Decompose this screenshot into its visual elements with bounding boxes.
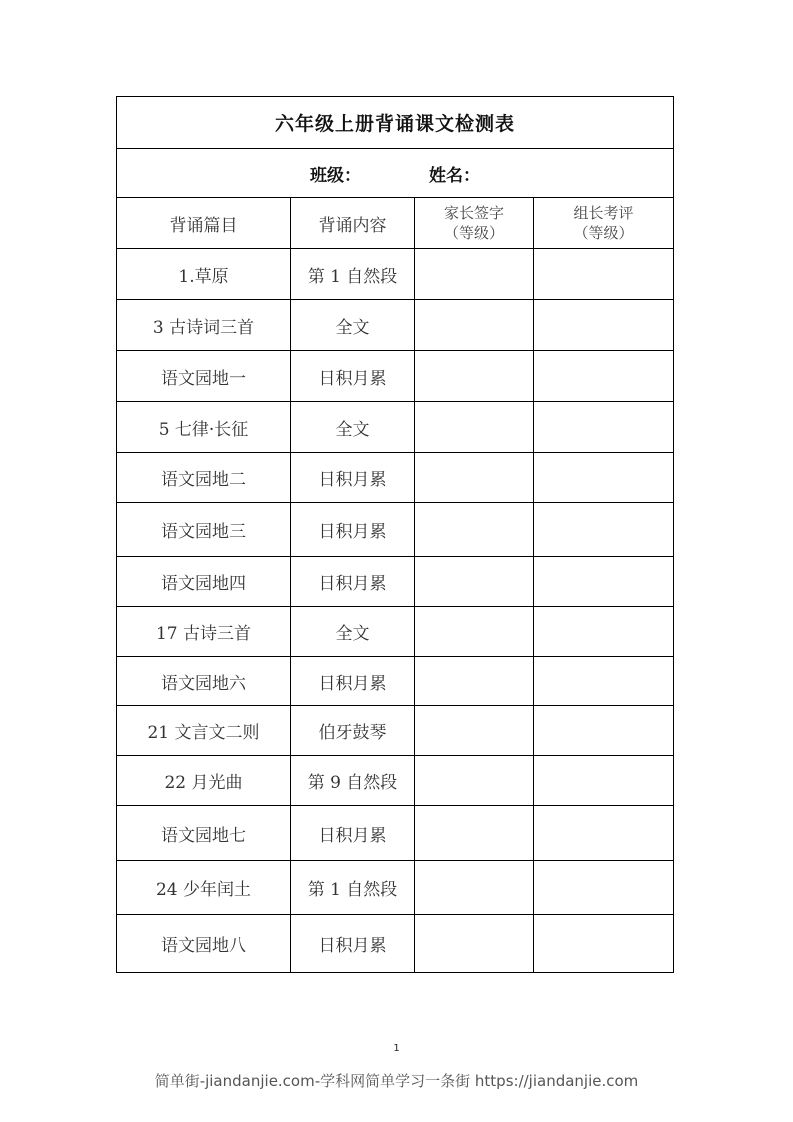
- leader-eval-cell[interactable]: [534, 402, 674, 453]
- header-parent-sign: [415, 198, 534, 249]
- recitation-check-table: [116, 96, 674, 973]
- row-content: 日积月累: [291, 351, 415, 402]
- row-content: 全文: [291, 607, 415, 657]
- row-title: 22 月光曲: [117, 756, 291, 806]
- table-row: [117, 806, 674, 861]
- parent-sign-cell[interactable]: [415, 607, 534, 657]
- table-row: [117, 706, 674, 756]
- leader-eval-cell[interactable]: [534, 657, 674, 706]
- row-content: 日积月累: [291, 503, 415, 557]
- parent-sign-cell[interactable]: [415, 806, 534, 861]
- parent-sign-cell[interactable]: [415, 861, 534, 915]
- header-leader-eval-line1: 组长考评: [573, 204, 634, 222]
- parent-sign-cell[interactable]: [415, 249, 534, 300]
- parent-sign-cell[interactable]: [415, 453, 534, 503]
- leader-eval-cell[interactable]: [534, 557, 674, 607]
- row-title: 1.草原: [117, 249, 291, 300]
- row-content: 日积月累: [291, 453, 415, 503]
- row-title: 3 古诗词三首: [117, 300, 291, 351]
- class-label: 班级：: [310, 165, 361, 186]
- row-title: 语文园地二: [117, 453, 291, 503]
- leader-eval-cell[interactable]: [534, 249, 674, 300]
- table-row: [117, 657, 674, 706]
- table-row: [117, 557, 674, 607]
- row-title: 语文园地七: [117, 806, 291, 861]
- parent-sign-cell[interactable]: [415, 402, 534, 453]
- row-content: 全文: [291, 402, 415, 453]
- row-content: 日积月累: [291, 915, 415, 973]
- row-content: 日积月累: [291, 657, 415, 706]
- row-content: 第 1 自然段: [291, 861, 415, 915]
- row-title: 21 文言文二则: [117, 706, 291, 756]
- table-row: [117, 756, 674, 806]
- row-title: 24 少年闰土: [117, 861, 291, 915]
- class-name-row: [117, 149, 674, 198]
- row-content: 第 1 自然段: [291, 249, 415, 300]
- footer-watermark: 简单街-jiandanjie.com-学科网简单学习一条街 https://jiandanjie.com: [154, 1072, 639, 1090]
- leader-eval-cell[interactable]: [534, 756, 674, 806]
- leader-eval-cell[interactable]: [534, 607, 674, 657]
- table-title: 六年级上册背诵课文检测表: [117, 97, 674, 149]
- row-content: 全文: [291, 300, 415, 351]
- table-row: [117, 402, 674, 453]
- table-row: [117, 861, 674, 915]
- page-number: 1: [393, 1043, 400, 1054]
- row-title: 5 七律·长征: [117, 402, 291, 453]
- header-parent-sign-line1: 家长签字: [443, 204, 504, 222]
- leader-eval-cell[interactable]: [534, 706, 674, 756]
- leader-eval-cell[interactable]: [534, 300, 674, 351]
- table-row: [117, 351, 674, 402]
- table-row: [117, 607, 674, 657]
- row-content: 日积月累: [291, 557, 415, 607]
- row-title: 语文园地八: [117, 915, 291, 973]
- row-title: 语文园地四: [117, 557, 291, 607]
- table-row: [117, 453, 674, 503]
- table-row: [117, 503, 674, 557]
- parent-sign-cell[interactable]: [415, 300, 534, 351]
- parent-sign-cell[interactable]: [415, 503, 534, 557]
- header-leader-eval-line2: （等级）: [573, 224, 634, 242]
- header-parent-sign-line2: （等级）: [443, 224, 504, 242]
- parent-sign-cell[interactable]: [415, 915, 534, 973]
- leader-eval-cell[interactable]: [534, 453, 674, 503]
- parent-sign-cell[interactable]: [415, 351, 534, 402]
- header-leader-eval: [534, 198, 674, 249]
- header-title: 背诵篇目: [117, 198, 291, 249]
- parent-sign-cell[interactable]: [415, 557, 534, 607]
- row-title: 17 古诗三首: [117, 607, 291, 657]
- row-title: 语文园地一: [117, 351, 291, 402]
- row-content: 伯牙鼓琴: [291, 706, 415, 756]
- parent-sign-cell[interactable]: [415, 706, 534, 756]
- header-content: 背诵内容: [291, 198, 415, 249]
- row-title: 语文园地三: [117, 503, 291, 557]
- leader-eval-cell[interactable]: [534, 503, 674, 557]
- table-row: [117, 915, 674, 973]
- leader-eval-cell[interactable]: [534, 351, 674, 402]
- leader-eval-cell[interactable]: [534, 806, 674, 861]
- parent-sign-cell[interactable]: [415, 756, 534, 806]
- leader-eval-cell[interactable]: [534, 861, 674, 915]
- row-title: 语文园地六: [117, 657, 291, 706]
- leader-eval-cell[interactable]: [534, 915, 674, 973]
- row-content: 日积月累: [291, 806, 415, 861]
- name-label: 姓名：: [429, 165, 480, 186]
- table-row: [117, 249, 674, 300]
- row-content: 第 9 自然段: [291, 756, 415, 806]
- parent-sign-cell[interactable]: [415, 657, 534, 706]
- table-row: [117, 300, 674, 351]
